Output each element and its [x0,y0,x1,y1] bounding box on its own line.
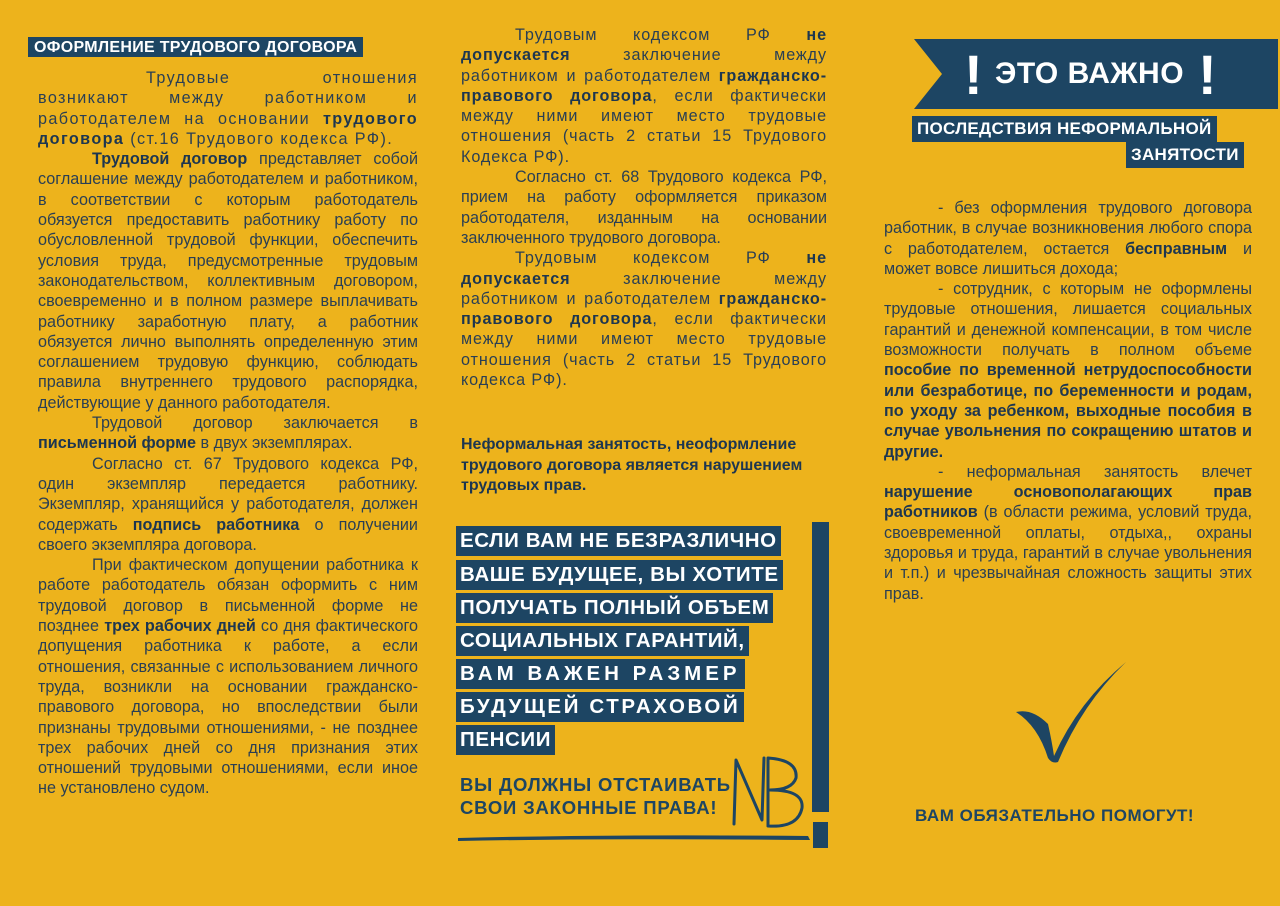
callout-line: ПОЛУЧАТЬ ПОЛНЫЙ ОБЪЕМ [456,593,773,623]
col2-para-1: Трудовым кодексом РФ не допускается заключение между работником и работодателем гражданско-правового договора, если фактически между ними имеют место трудовые отношения (часть 2 статьи 15 Трудового Кодекса РФ). [461,26,827,166]
brush-underline [458,832,818,844]
col1-para-3: Трудовой договор заключается в письменной форме в двух экземплярах. [38,414,418,453]
exclamation-icon: ! [1198,43,1217,106]
col1-para-4: Согласно ст. 67 Трудового кодекса РФ, один экземпляр передается работнику. Экземпляр, хранящийся у работодателя, должен содержать подпись работника о получении своего экземпляра договора. [38,454,418,554]
exclamation-icon [812,522,829,812]
consequence-item: - неформальная занятость влечет нарушение основополагающих прав работников (в области режима, условий труда, своевременной оплаты, отдыха,, охраны здоровья и труда, гарантий в случае увольнения и т.п.) и чрезвычайная сложность защиты этих прав. [884,462,1252,603]
consequences-heading-line2: ЗАНЯТОСТИ [1126,142,1244,168]
callout-line: ВАМ ВАЖЕН РАЗМЕР [456,659,745,689]
col1-para-1: Трудовые отношения возникают между работником и работодателем на основании трудового договора (ст.16 Трудового кодекса РФ). [38,69,418,148]
checkmark-icon [1012,658,1132,768]
col1-body [38,68,418,799]
nb-logo [728,752,808,832]
col3-body [884,198,1252,604]
col2-body [461,25,827,390]
col1-para-5: При фактическом допущении работника к работе работодатель обязан оформить с ним трудовой договор в письменной форме не позднее трех рабочих дней со дня фактического допущения работника к работе, а если отношения, связанные с использованием личного труда, возникли на основании гражданско-правового договора, но впоследствии были признаны трудовыми отношениями, - не позднее трех рабочих дней со дня признания этих отношений трудовыми отношениями, если иное не установлено судом. [38,556,419,798]
callout-line: ВАШЕ БУДУЩЕЕ, ВЫ ХОТИТЕ [456,560,783,590]
callout-line: ЕСЛИ ВАМ НЕ БЕЗРАЗЛИЧНО [456,526,781,556]
rights-callout: ВЫ ДОЛЖНЫ ОТСТАИВАТЬ СВОИ ЗАКОННЫЕ ПРАВА! [460,774,731,818]
consequences-heading-line1: ПОСЛЕДСТВИЯ НЕФОРМАЛЬНОЙ [912,116,1217,142]
col2-para-2: Согласно ст. 68 Трудового кодекса РФ, прием на работу оформляется приказом работодателя, изданным на основании заключенного трудового договора. [461,168,827,247]
exclamation-icon: ! [964,43,983,106]
section-title: ОФОРМЛЕНИЕ ТРУДОВОГО ДОГОВОРА [28,39,363,57]
callout-line: БУДУЩЕЙ СТРАХОВОЙ [456,692,744,722]
banner-title: ЭТО ВАЖНО [995,57,1185,90]
informal-employment-note: Неформальная занятость, неоформление трудового договора является нарушением трудовых прав. [461,436,803,494]
consequence-item: - сотрудник, с которым не оформлены трудовые отношения, лишается социальных гарантий и денежной компенсации, в том числе возможности получать в полном объеме пособие по временной нетрудоспособности или безработице, по беременности и родам, по уходу за ребенком, выходные пособия в случае увольнения по сокращению штатов и другие. [884,280,1252,461]
col2-para-3: Трудовым кодексом РФ не допускается заключение между работником и работодателем гражданско-правового договора, если фактически между ними имеют место трудовые отношения (часть 2 статьи 15 Трудового кодекса РФ). [461,249,827,390]
callout-line: СОЦИАЛЬНЫХ ГАРАНТИЙ, [456,626,749,656]
consequence-item: - без оформления трудового договора работник, в случае возникновения любого спора с работодателем, остается бесправным и может вовсе лишиться дохода; [884,199,1252,278]
help-message: ВАМ ОБЯЗАТЕЛЬНО ПОМОГУТ! [915,806,1195,825]
callout-line: ПЕНСИИ [456,725,555,755]
col1-para-2: Трудовой договор представляет собой соглашение между работодателем и работником, в соответствии с которым работодатель обязуется предоставить работнику работу по обусловленной трудовой функции, обеспечить условия труда, предусмотренные трудовым законодательством, коллективным договором, своевременно и в полном размере выплачивать работнику заработную плату, а работник обязуется лично выполнять определенную этим соглашением трудовую функцию, соблюдать правила внутреннего трудового распорядка, действующие у данного работодателя. [38,150,418,412]
